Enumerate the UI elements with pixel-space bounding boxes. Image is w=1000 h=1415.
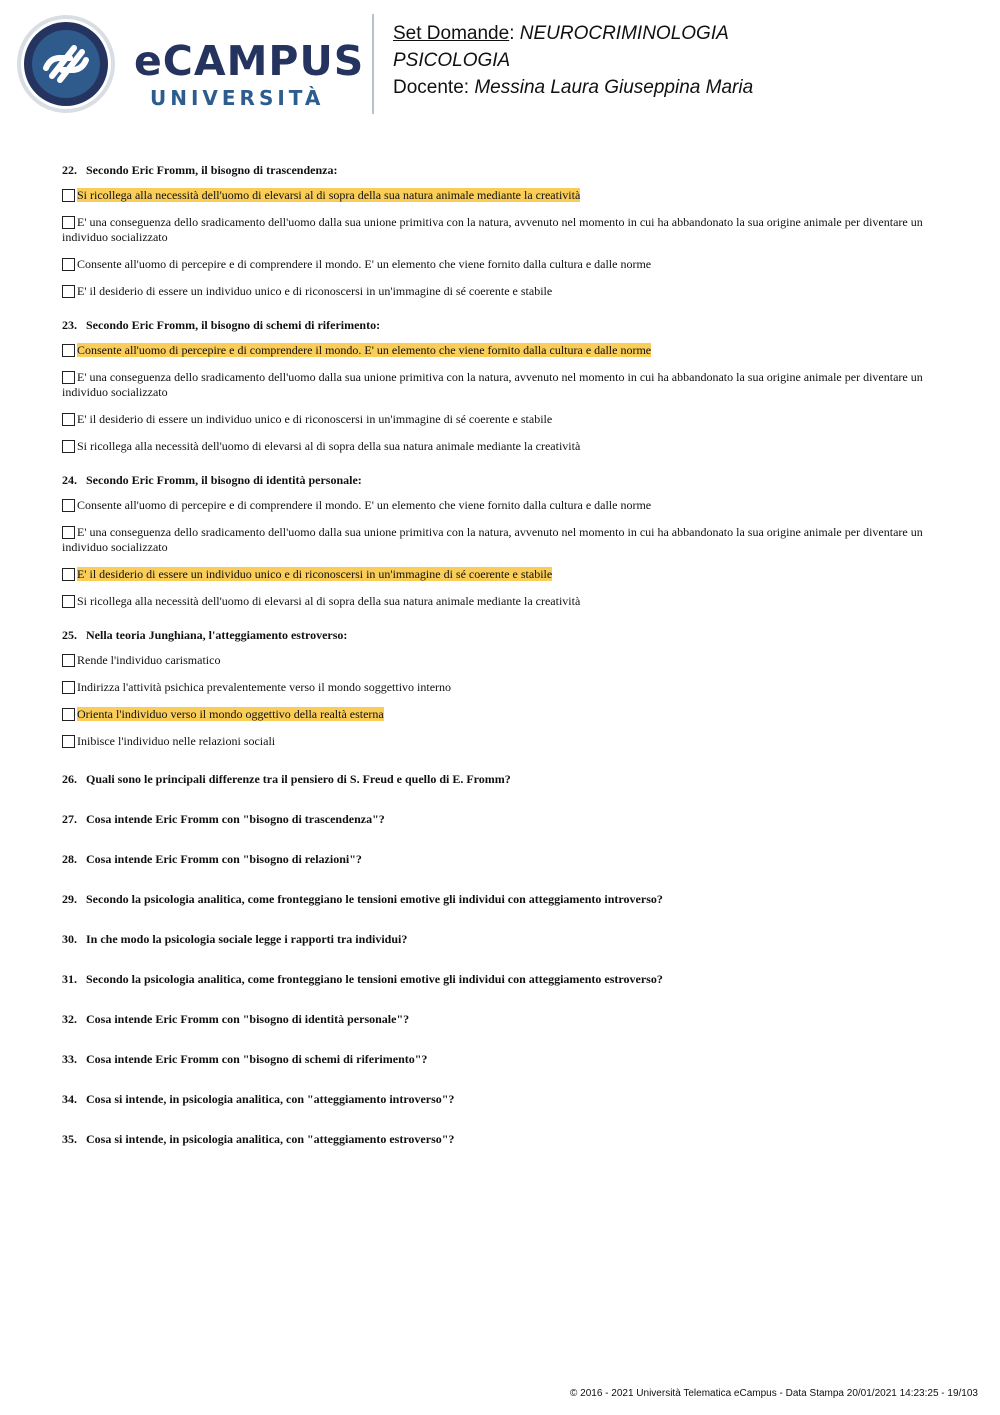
questions-content — [62, 162, 942, 1171]
header-divider — [372, 14, 374, 114]
checkbox[interactable] — [62, 344, 75, 357]
answer-text: Si ricollega alla necessità dell'uomo di elevarsi al di sopra della sua natura animale mediante la creatività — [77, 594, 581, 608]
answer-option — [62, 653, 942, 668]
checkbox[interactable] — [62, 413, 75, 426]
answer-option — [62, 188, 942, 203]
set-label: Set Domande — [393, 23, 510, 44]
answer-text: E' il desiderio di essere un individuo unico e di riconoscersi in un'immagine di sé coerente e stabile — [77, 412, 553, 426]
answer-text-highlighted: E' il desiderio di essere un individuo unico e di riconoscersi in un'immagine di sé coerente e stabile — [77, 567, 553, 581]
question-title — [62, 627, 942, 643]
open-question — [62, 891, 942, 907]
answer-option — [62, 284, 942, 299]
answer-option — [62, 215, 942, 245]
answer-option — [62, 257, 942, 272]
open-questions-list — [62, 771, 942, 1147]
answer-text: Consente all'uomo di percepire e di comprendere il mondo. E' un elemento che viene fornito dalla cultura e dalle norme — [77, 498, 652, 512]
open-question — [62, 771, 942, 787]
checkbox[interactable] — [62, 568, 75, 581]
set-line-2 — [393, 47, 753, 74]
set-info — [393, 20, 753, 101]
question-text: Nella teoria Junghiana, l'atteggiamento estroverso: — [86, 628, 348, 642]
answer-option — [62, 567, 942, 582]
question-title — [62, 317, 942, 333]
checkbox[interactable] — [62, 189, 75, 202]
question-block — [62, 162, 942, 299]
brand-main-text: eCAMPUS — [134, 37, 365, 85]
docente-line — [393, 74, 753, 101]
question-text: Secondo la psicologia analitica, come fronteggiano le tensioni emotive gli individui con atteggiamento estroverso? — [86, 972, 663, 986]
checkbox[interactable] — [62, 595, 75, 608]
answer-option — [62, 370, 942, 400]
answer-option — [62, 498, 942, 513]
question-text: Cosa intende Eric Fromm con "bisogno di trascendenza"? — [86, 812, 385, 826]
answer-option — [62, 734, 942, 749]
question-number: 24. — [62, 473, 77, 487]
answer-text: E' una conseguenza dello sradicamento dell'uomo dalla sua unione primitiva con la natura, avvenuto nel momento in cui ha abbandonato la sua origine animale per diventare un individuo socializzato — [62, 215, 923, 244]
page-footer: © 2016 - 2021 Università Telematica eCampus - Data Stampa 20/01/2021 14:23:25 - 19/103 — [570, 1388, 978, 1399]
question-number: 29. — [62, 892, 77, 906]
checkbox[interactable] — [62, 285, 75, 298]
checkbox[interactable] — [62, 526, 75, 539]
checkbox[interactable] — [62, 654, 75, 667]
answer-option — [62, 343, 942, 358]
open-question — [62, 931, 942, 947]
answer-text: Indirizza l'attività psichica prevalentemente verso il mondo soggettivo interno — [77, 680, 452, 694]
set-line: Set Domande: NEUROCRIMINOLOGIA — [393, 23, 729, 44]
open-question — [62, 851, 942, 867]
question-title — [62, 472, 942, 488]
question-text: Cosa si intende, in psicologia analitica, con "atteggiamento estroverso"? — [86, 1132, 455, 1146]
question-text: Cosa intende Eric Fromm con "bisogno di schemi di riferimento"? — [86, 1052, 428, 1066]
question-number: 32. — [62, 1012, 77, 1026]
question-number: 33. — [62, 1052, 77, 1066]
question-title — [62, 162, 942, 178]
answer-option — [62, 680, 942, 695]
question-number: 35. — [62, 1132, 77, 1146]
answer-text-highlighted: Consente all'uomo di percepire e di comprendere il mondo. E' un elemento che viene fornito dalla cultura e dalle norme — [77, 343, 652, 357]
question-text: Secondo Eric Fromm, il bisogno di identità personale: — [86, 473, 362, 487]
question-text: Cosa intende Eric Fromm con "bisogno di identità personale"? — [86, 1012, 410, 1026]
question-number: 27. — [62, 812, 77, 826]
docente-name: Messina Laura Giuseppina Maria — [474, 77, 754, 98]
answer-text: Inibisce l'individuo nelle relazioni sociali — [77, 734, 276, 748]
answer-option — [62, 439, 942, 454]
question-number: 26. — [62, 772, 77, 786]
brand-wordmark — [134, 37, 365, 110]
question-block — [62, 317, 942, 454]
open-question — [62, 1011, 942, 1027]
checkbox[interactable] — [62, 499, 75, 512]
answer-text-highlighted: Si ricollega alla necessità dell'uomo di elevarsi al di sopra della sua natura animale mediante la creatività — [77, 188, 581, 202]
checkbox[interactable] — [62, 708, 75, 721]
answer-text: E' una conseguenza dello sradicamento dell'uomo dalla sua unione primitiva con la natura, avvenuto nel momento in cui ha abbandonato la sua origine animale per diventare un individuo socializzato — [62, 525, 923, 554]
question-text: Secondo Eric Fromm, il bisogno di trascendenza: — [86, 163, 338, 177]
question-text: Cosa intende Eric Fromm con "bisogno di relazioni"? — [86, 852, 362, 866]
question-text: Secondo la psicologia analitica, come fronteggiano le tensioni emotive gli individui con atteggiamento introverso? — [86, 892, 663, 906]
checkbox[interactable] — [62, 735, 75, 748]
answer-text: Si ricollega alla necessità dell'uomo di elevarsi al di sopra della sua natura animale mediante la creatività — [77, 439, 581, 453]
answer-option — [62, 412, 942, 427]
docente-label: Docente: — [393, 77, 470, 98]
question-block — [62, 472, 942, 609]
checkbox[interactable] — [62, 371, 75, 384]
question-number: 31. — [62, 972, 77, 986]
open-question — [62, 1131, 942, 1147]
brand-sub-text: UNIVERSITÀ — [150, 86, 325, 110]
open-question — [62, 811, 942, 827]
question-number: 25. — [62, 628, 77, 642]
question-number: 28. — [62, 852, 77, 866]
question-text: Cosa si intende, in psicologia analitica, con "atteggiamento introverso"? — [86, 1092, 455, 1106]
answer-text: E' una conseguenza dello sradicamento dell'uomo dalla sua unione primitiva con la natura, avvenuto nel momento in cui ha abbandonato la sua origine animale per diventare un individuo socializzato — [62, 370, 923, 399]
checkbox[interactable] — [62, 681, 75, 694]
open-question — [62, 971, 942, 987]
question-text: Quali sono le principali differenze tra il pensiero di S. Freud e quello di E. Fromm? — [86, 772, 511, 786]
checkbox[interactable] — [62, 258, 75, 271]
page-header — [0, 0, 1000, 130]
set-name: NEUROCRIMINOLOGIA — [519, 23, 729, 44]
question-number: 34. — [62, 1092, 77, 1106]
question-text: In che modo la psicologia sociale legge i rapporti tra individui? — [86, 932, 408, 946]
question-number: 30. — [62, 932, 77, 946]
open-question — [62, 1051, 942, 1067]
multiple-choice-list — [62, 162, 942, 749]
open-question — [62, 1091, 942, 1107]
question-number: 23. — [62, 318, 77, 332]
answer-text: E' il desiderio di essere un individuo unico e di riconoscersi in un'immagine di sé coerente e stabile — [77, 284, 553, 298]
answer-text-highlighted: Orienta l'individuo verso il mondo oggettivo della realtà esterna — [77, 707, 384, 721]
answer-option — [62, 525, 942, 555]
question-block — [62, 627, 942, 749]
question-number: 22. — [62, 163, 77, 177]
answer-option — [62, 594, 942, 609]
checkbox[interactable] — [62, 216, 75, 229]
ecampus-logo-icon — [16, 14, 116, 114]
set-name-2: PSICOLOGIA — [393, 50, 511, 71]
answer-option — [62, 707, 942, 722]
answer-text: Rende l'individuo carismatico — [77, 653, 221, 667]
question-text: Secondo Eric Fromm, il bisogno di schemi di riferimento: — [86, 318, 381, 332]
checkbox[interactable] — [62, 440, 75, 453]
answer-text: Consente all'uomo di percepire e di comprendere il mondo. E' un elemento che viene fornito dalla cultura e dalle norme — [77, 257, 652, 271]
